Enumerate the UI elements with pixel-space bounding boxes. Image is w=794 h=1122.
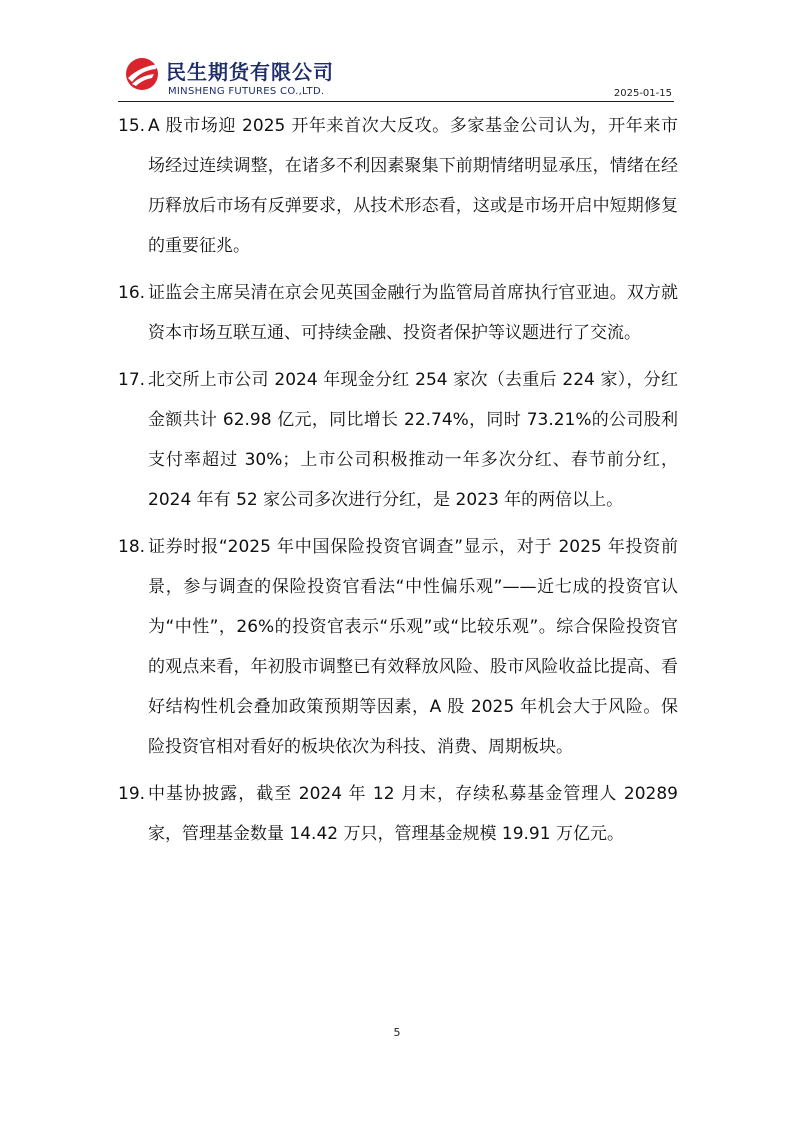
header-divider (118, 101, 674, 102)
company-name-en: MINSHENG FUTURES CO.,LTD. (168, 86, 325, 97)
item-number: 18. (118, 537, 146, 557)
news-item-15 (118, 106, 678, 266)
item-text: 证监会主席吴清在京会见英国金融行为监管局首席执行官亚迪。双方就资本市场互联互通、可持续金融、投资者保护等议题进行了交流。 (148, 283, 678, 343)
item-number: 17. (118, 370, 146, 390)
news-item-17 (118, 360, 678, 520)
item-number: 15. (118, 116, 146, 136)
page-number: 5 (393, 1026, 401, 1039)
company-logo-icon (124, 56, 160, 92)
news-list (118, 106, 678, 861)
item-number: 16. (118, 283, 146, 303)
item-number: 19. (118, 784, 146, 804)
item-text: 北交所上市公司 2024 年现金分红 254 家次（去重后 224 家），分红金额共计 62.98 亿元，同比增长 22.74%，同时 73.21%的公司股利支付率超过 30%；上市公司积极推动一年多次分红、春节前分红，2024 年有 52 家公司多次进行分红，是 2023 年的两倍以上。 (148, 370, 678, 510)
company-name-cn: 民生期货有限公司 (166, 60, 334, 84)
news-item-19 (118, 774, 678, 854)
news-item-16 (118, 273, 678, 353)
news-item-18 (118, 527, 678, 767)
page-header (118, 50, 674, 102)
header-date: 2025-01-15 (613, 88, 672, 99)
item-text: 证券时报“2025 年中国保险投资官调查”显示，对于 2025 年投资前景，参与调查的保险投资官看法“中性偏乐观”——近七成的投资官认为“中性”，26%的投资官表示“乐观”或“比较乐观”。综合保险投资官的观点来看，年初股市调整已有效释放风险、股市风险收益比提高、看好结构性机会叠加政策预期等因素，A 股 2025 年机会大于风险。保险投资官相对看好的板块依次为科技、消费、周期板块。 (148, 537, 678, 757)
item-text: A 股市场迎 2025 开年来首次大反攻。多家基金公司认为，开年来市场经过连续调整，在诸多不利因素聚集下前期情绪明显承压，情绪在经历释放后市场有反弹要求，从技术形态看，这或是市场开启中短期修复的重要征兆。 (148, 116, 678, 256)
item-text: 中基协披露，截至 2024 年 12 月末，存续私募基金管理人 20289 家，管理基金数量 14.42 万只，管理基金规模 19.91 万亿元。 (148, 784, 678, 844)
